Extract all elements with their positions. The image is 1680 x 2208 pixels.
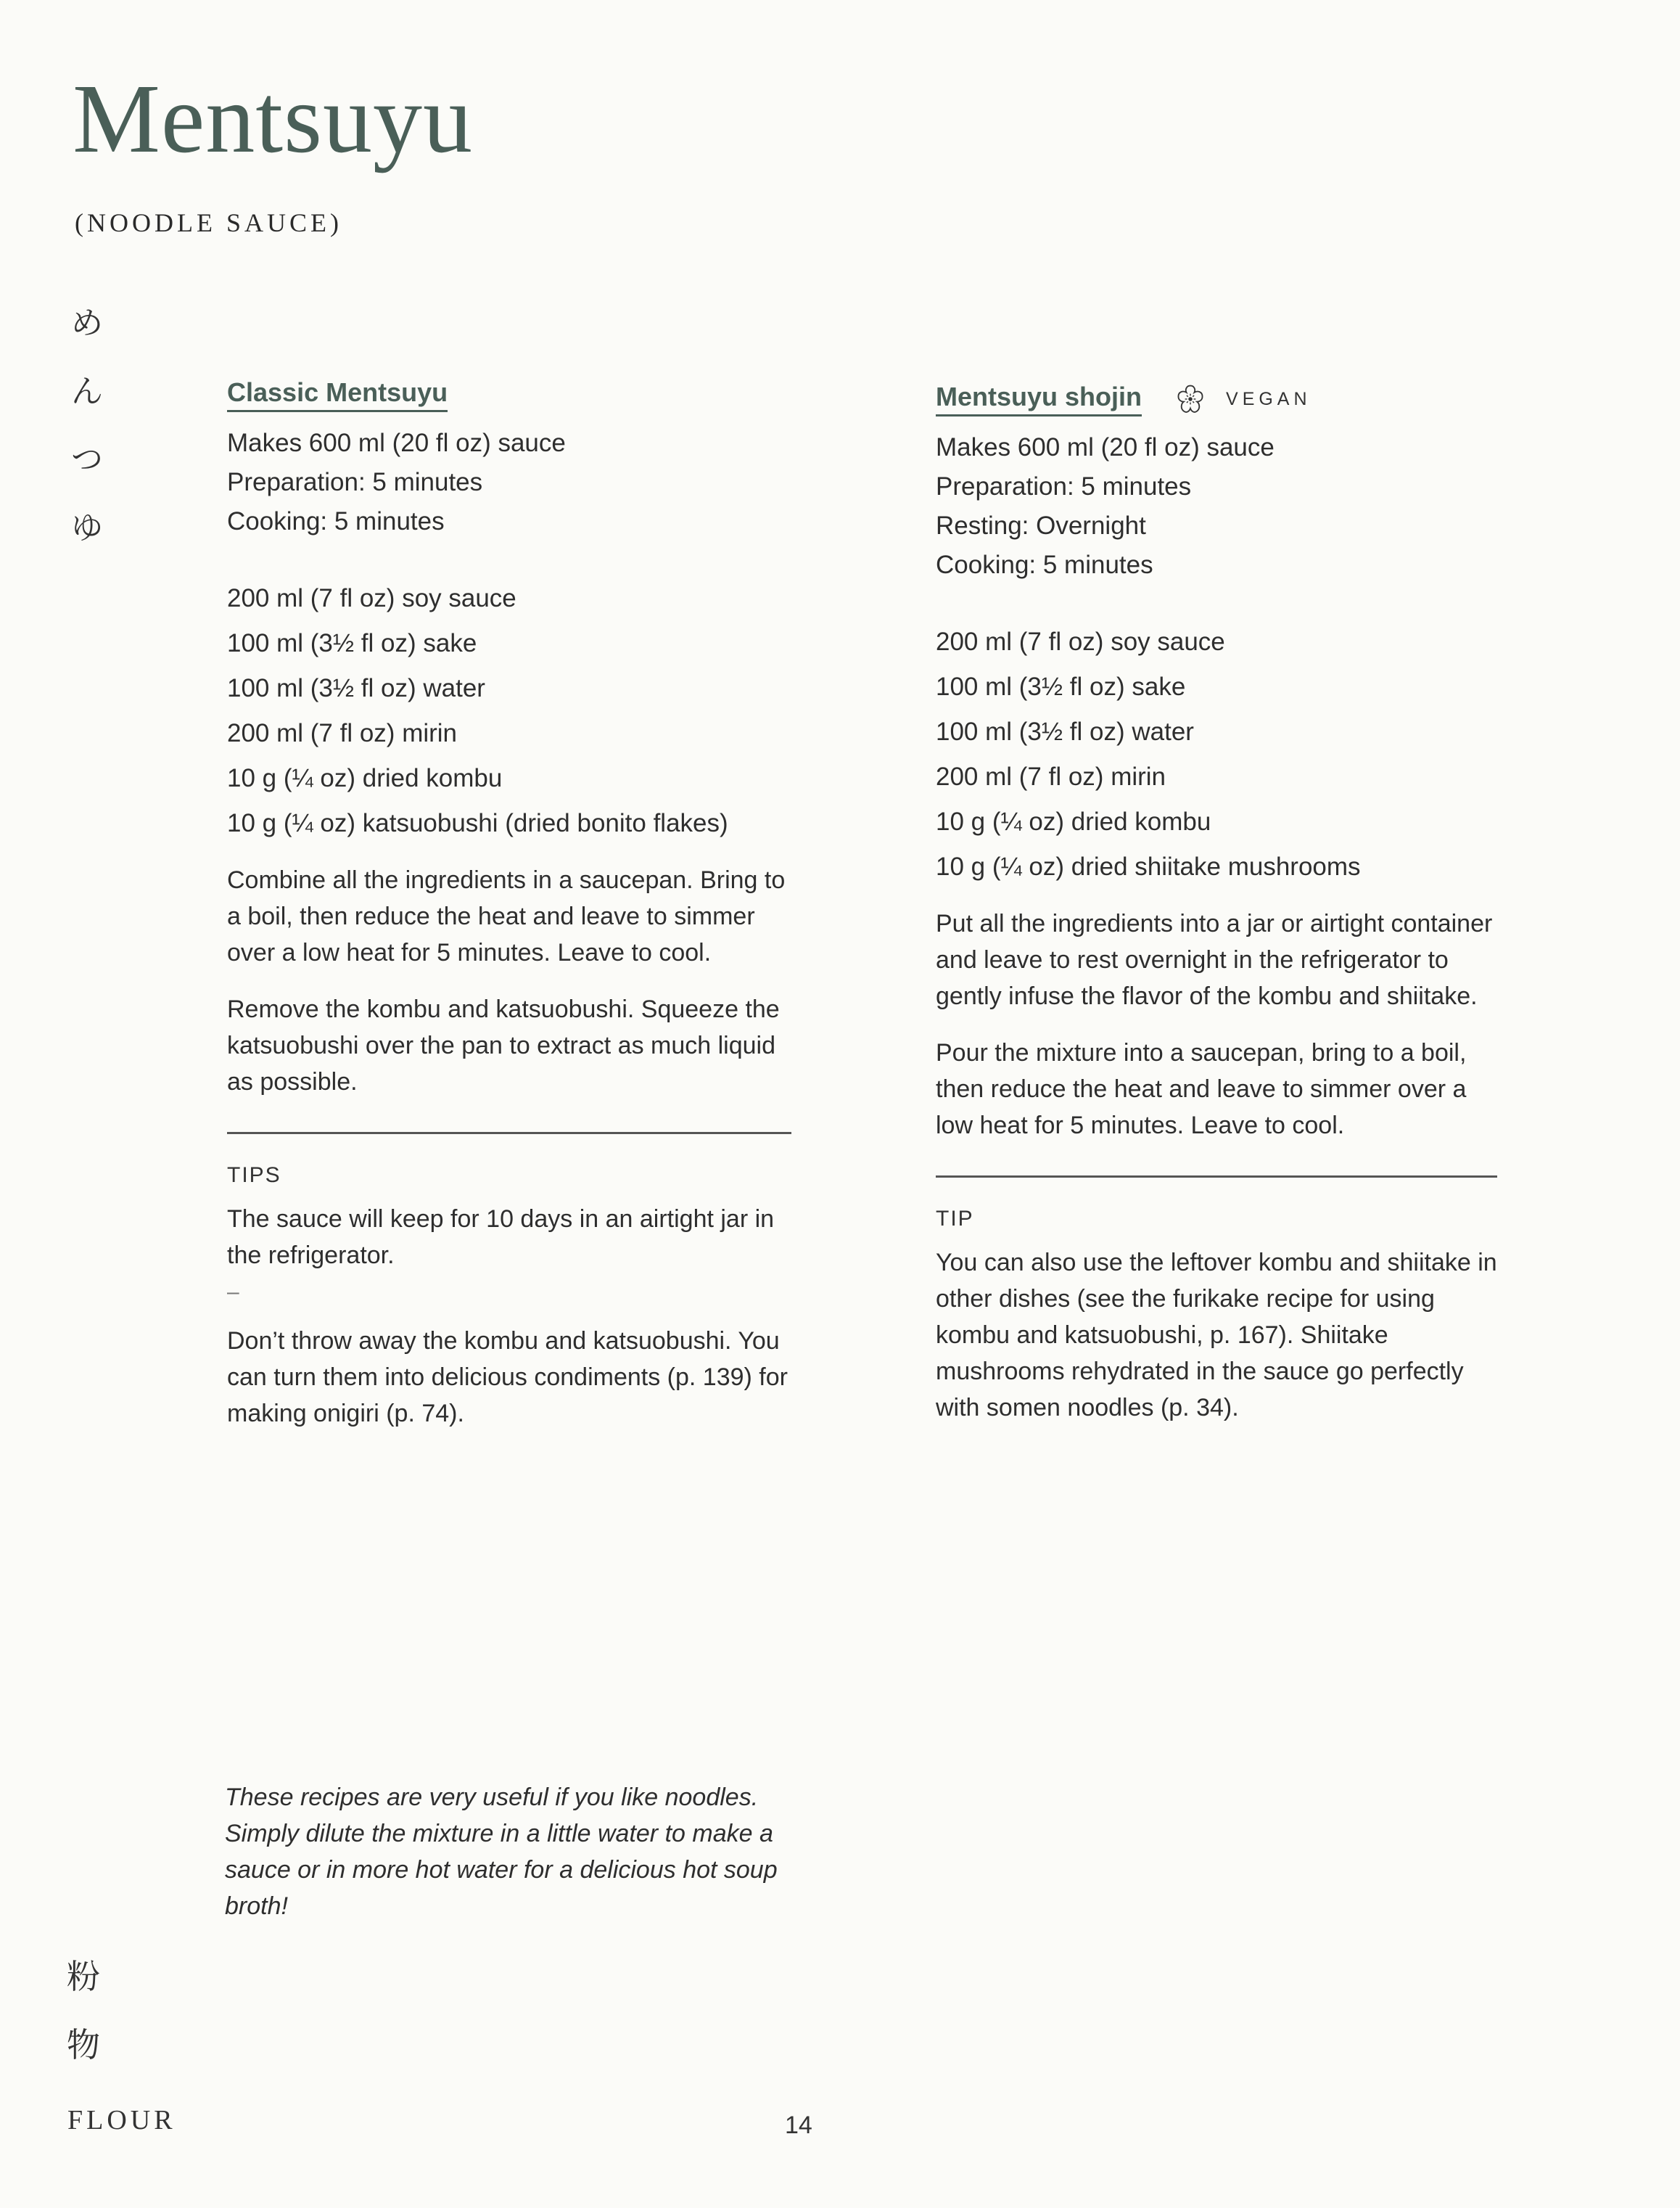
vegan-badge [1174, 382, 1312, 416]
recipe-meta [227, 424, 807, 541]
ingredient-item: 10 g (¼ oz) dried kombu [936, 808, 1211, 836]
method-step: Pour the mixture into a saucepan, bring to a boil, then reduce the heat and leave to simmer over a low heat for 5 minutes. Leave to cool. [936, 1039, 1467, 1139]
ingredient-item: 100 ml (3½ fl oz) sake [936, 673, 1186, 701]
usage-note: These recipes are very useful if you like noodles. Simply dilute the mixture in a little water to make a sauce or in more hot water for a delicious hot soup broth! [225, 1784, 778, 1920]
tips-heading: TIP [936, 1207, 974, 1231]
ingredient-list [227, 576, 807, 846]
kanji-mono: 物 [67, 2025, 100, 2064]
page-title: Mentsuyu [73, 65, 473, 173]
flower-icon [1174, 382, 1207, 416]
kana-yu: ゆ [71, 509, 103, 546]
ingredient-item: 10 g (¼ oz) katsuobushi (dried bonito flakes) [227, 809, 728, 837]
cook-time: Cooking: 5 minutes [936, 551, 1153, 579]
method-step: Put all the ingredients into a jar or airtight container and leave to rest overnight in the refrigerator to gently infuse the flavor of the kombu and shiitake. [936, 910, 1493, 1010]
recipe-title: Mentsuyu shojin [936, 382, 1142, 416]
tip-text: The sauce will keep for 10 days in an airtight jar in the refrigerator. [227, 1205, 775, 1269]
ingredient-item: 10 g (¼ oz) dried kombu [227, 764, 503, 792]
tip-separator: – [227, 1280, 239, 1304]
ingredient-item: 200 ml (7 fl oz) mirin [227, 719, 458, 747]
cook-time: Cooking: 5 minutes [227, 507, 445, 535]
tip-text: Don’t throw away the kombu and katsuobushi. You can turn them into delicious condiments (p. 139) for making onigiri (p. 74). [227, 1327, 788, 1427]
page-number: 14 [785, 2111, 812, 2139]
ingredient-item: 100 ml (3½ fl oz) water [227, 674, 485, 702]
kana-n: ん [71, 373, 103, 410]
kana-tsu: つ [71, 441, 103, 478]
ingredient-list [936, 620, 1516, 890]
recipe-title: Classic Mentsuyu [227, 377, 448, 411]
ingredient-item: 10 g (¼ oz) dried shiitake mushrooms [936, 853, 1361, 881]
recipe-meta [936, 428, 1516, 585]
section-label: FLOUR [67, 2105, 176, 2135]
divider [227, 1132, 791, 1134]
prep-time: Preparation: 5 minutes [227, 468, 483, 496]
tip-text: You can also use the leftover kombu and shiitake in other dishes (see the furikake recipe for using kombu and katsuobushi, p. 167). Shiitake mushrooms rehydrated in the sauce go perfectly with somen noodles (p. 34). [936, 1249, 1497, 1421]
prep-time: Preparation: 5 minutes [936, 472, 1192, 501]
kana-me: め [71, 305, 103, 342]
ingredient-item: 200 ml (7 fl oz) mirin [936, 763, 1166, 791]
yield: Makes 600 ml (20 fl oz) sauce [936, 433, 1275, 461]
tips-heading: TIPS [227, 1163, 281, 1187]
recipe-shojin [936, 380, 1516, 1426]
method-step: Combine all the ingredients in a saucepan. Bring to a boil, then reduce the heat and leave to simmer over a low heat for 5 minutes. Leave to cool. [227, 866, 786, 966]
ingredient-item: 100 ml (3½ fl oz) sake [227, 629, 477, 657]
page-subtitle: (NOODLE SAUCE) [75, 208, 342, 237]
method-step: Remove the kombu and katsuobushi. Squeeze the katsuobushi over the pan to extract as much liquid as possible. [227, 996, 780, 1096]
yield: Makes 600 ml (20 fl oz) sauce [227, 429, 566, 457]
ingredient-item: 100 ml (3½ fl oz) water [936, 718, 1194, 746]
vegan-label: VEGAN [1226, 388, 1312, 409]
ingredient-item: 200 ml (7 fl oz) soy sauce [936, 628, 1225, 656]
recipe-classic [227, 376, 807, 1432]
kanji-ko: 粉 [67, 1957, 100, 1996]
rest-time: Resting: Overnight [936, 512, 1146, 540]
ingredient-item: 200 ml (7 fl oz) soy sauce [227, 584, 516, 612]
divider [936, 1175, 1497, 1178]
